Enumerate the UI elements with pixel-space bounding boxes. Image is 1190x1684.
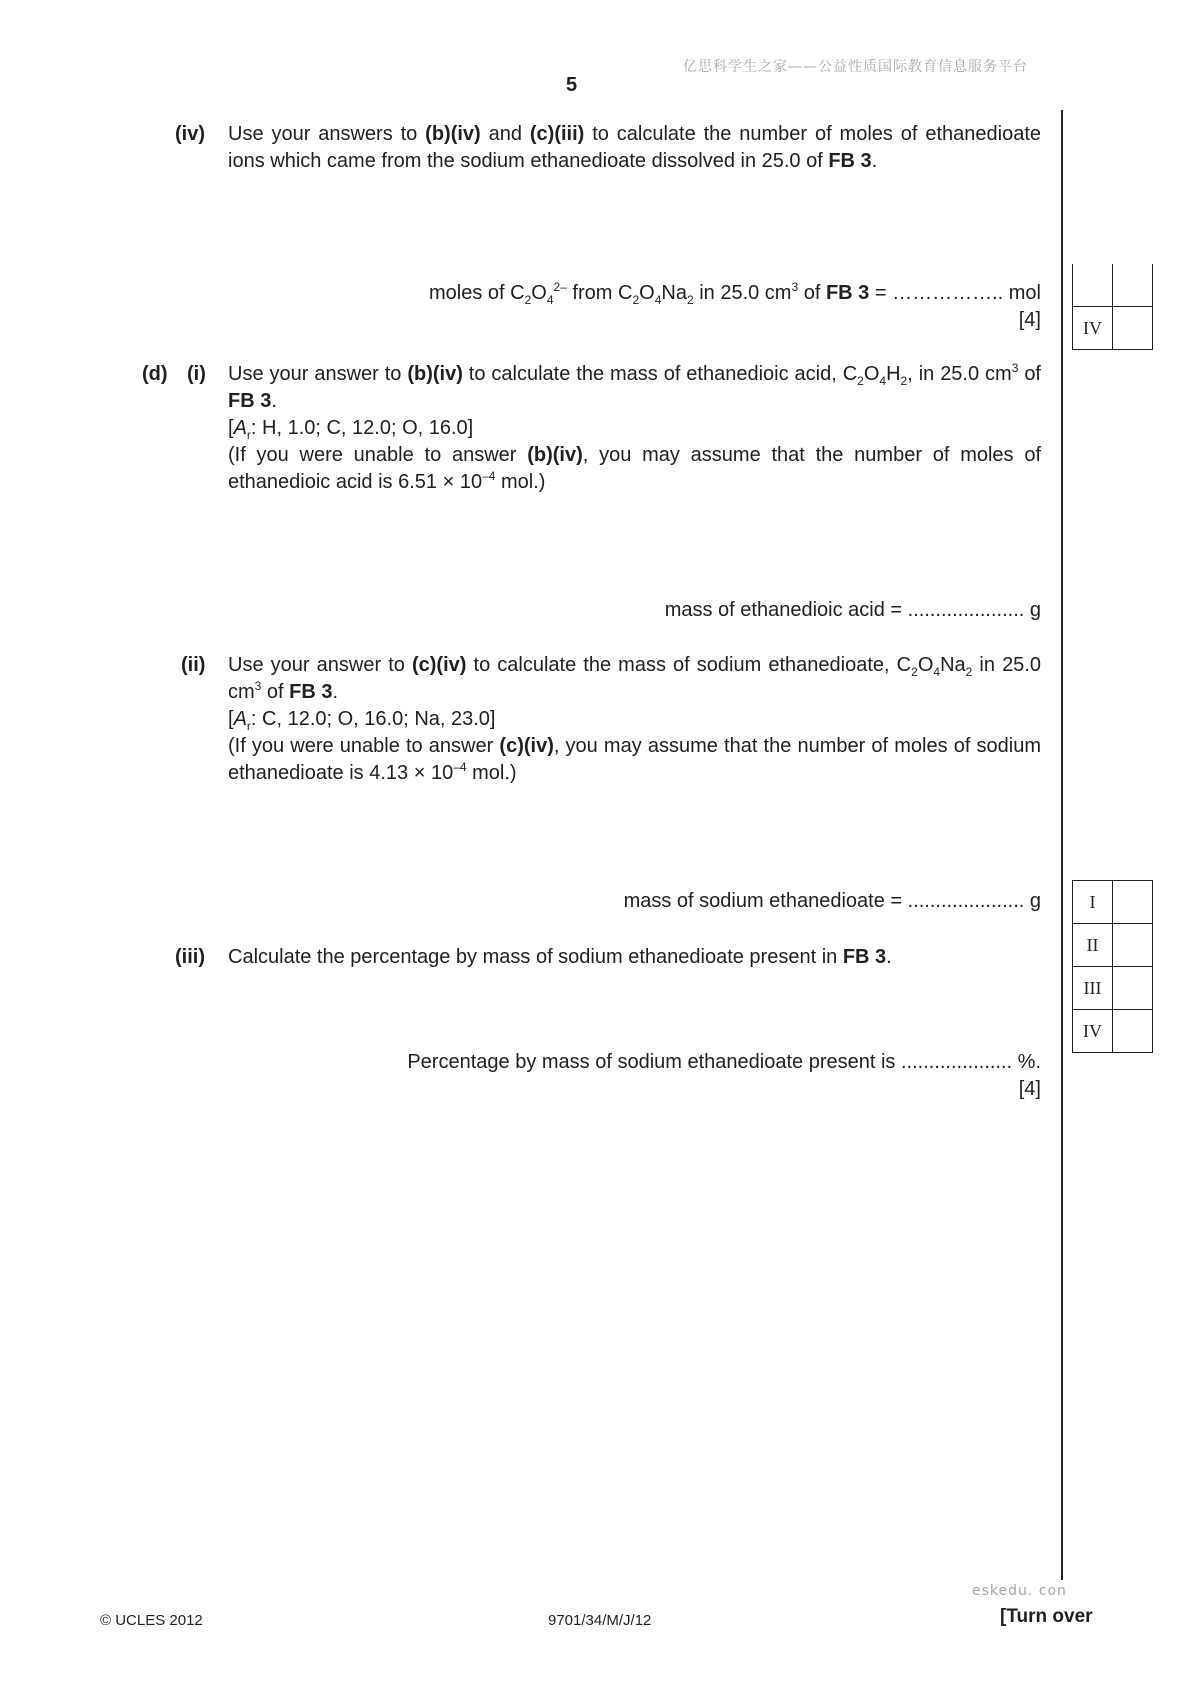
header-watermark: 亿思科学生之家——公益性质国际教育信息服务平台 <box>683 59 1028 75</box>
question-label-d-iii: (iii) <box>175 946 205 968</box>
marks-d: [4] <box>1018 1078 1041 1100</box>
mark-box-blank <box>1073 264 1113 307</box>
question-label-d-i: (i) <box>187 363 206 385</box>
question-label-iv: (iv) <box>175 123 205 145</box>
answer-line-moles: moles of $C_2O_4^{2-}$ from $C_2O_4Na_2$ in 25.0 $cm^3$ of FB 3 = …………….. mol <box>428 280 1041 307</box>
mark-box-blank <box>1113 264 1153 307</box>
assumption-note: (If you were unable to answer (b)(iv), you may assume that the number of moles of ethanedioic acid is $6.51 \times 10^{-4}$ mol.) <box>228 444 1042 493</box>
turn-over: [Turn over <box>1000 1606 1093 1627</box>
relative-atomic-masses: [$A_r$: H, 1.0; C, 12.0; O, 16.0] <box>228 417 474 442</box>
question-d-i-text: Use your answer to (b)(iv) to calculate the mass of ethanedioic acid, $C_2O_4H_2$, in 25.0 $cm^3$ of FB 3. [$A_r$: H, 1.0; C, 12.0; O, 16.0] (If you were unable to answer (b)(iv), you may assume that the number of moles of ethanedioic acid is $6.51 \times 10^{-4}$ mol.) <box>228 361 1041 496</box>
footer-code: 9701/34/M/J/12 <box>548 1612 652 1629</box>
page-number: 5 <box>566 74 578 96</box>
footer-copyright: © UCLES 2012 <box>100 1612 203 1629</box>
margin-rule <box>1061 110 1063 1580</box>
mark-box-score[interactable] <box>1113 1010 1153 1053</box>
mark-box-label: IV <box>1073 307 1113 350</box>
footer-site: eskedu. con <box>972 1583 1067 1599</box>
mark-box-top <box>1072 264 1153 350</box>
mark-box-score[interactable] <box>1113 307 1153 350</box>
mark-box-bottom <box>1072 880 1153 1053</box>
relative-atomic-masses: [$A_r$: C, 12.0; O, 16.0; Na, 23.0] <box>228 708 496 733</box>
mark-box-score[interactable] <box>1113 924 1153 967</box>
mark-box-label: III <box>1073 967 1113 1010</box>
mark-box-label: I <box>1073 881 1113 924</box>
question-label-d-ii: (ii) <box>181 654 206 676</box>
answer-line-mass-acid: mass of ethanedioic acid = ..................... g <box>664 599 1041 621</box>
question-d-iii-text: Calculate the percentage by mass of sodium ethanedioate present in FB 3. <box>228 946 892 968</box>
part-label-d: (d) <box>142 363 168 385</box>
answer-line-mass-salt: mass of sodium ethanedioate = ..................... g <box>623 890 1041 912</box>
assumption-note: (If you were unable to answer (c)(iv), you may assume that the number of moles of sodium ethanedioate is $4.13 \times 10^{-4}$ mol.) <box>228 735 1041 784</box>
answer-line-percentage: Percentage by mass of sodium ethanedioate present is .................... %. <box>407 1051 1041 1073</box>
question-c-iv-text: Use your answers to (b)(iv) and (c)(iii) to calculate the number of moles of ethanedioate ions which came from the sodium ethanedioate dissolved in 25.0 of FB 3. <box>228 123 1042 172</box>
mark-box-score[interactable] <box>1113 967 1153 1010</box>
marks-c: [4] <box>1018 309 1041 331</box>
mark-box-label: IV <box>1073 1010 1113 1053</box>
mark-box-label: II <box>1073 924 1113 967</box>
mark-box-score[interactable] <box>1113 881 1153 924</box>
question-d-ii-text: Use your answer to (c)(iv) to calculate the mass of sodium ethanedioate, $C_2O_4Na_2$ in 25.0 $cm^3$ of FB 3. [$A_r$: C, 12.0; O, 16.0; Na, 23.0] (If you were unable to answer (c)(iv), you may assume that the number of moles of sodium ethanedioate is $4.13 \times 10^{-4}$ mol.) <box>228 652 1041 787</box>
